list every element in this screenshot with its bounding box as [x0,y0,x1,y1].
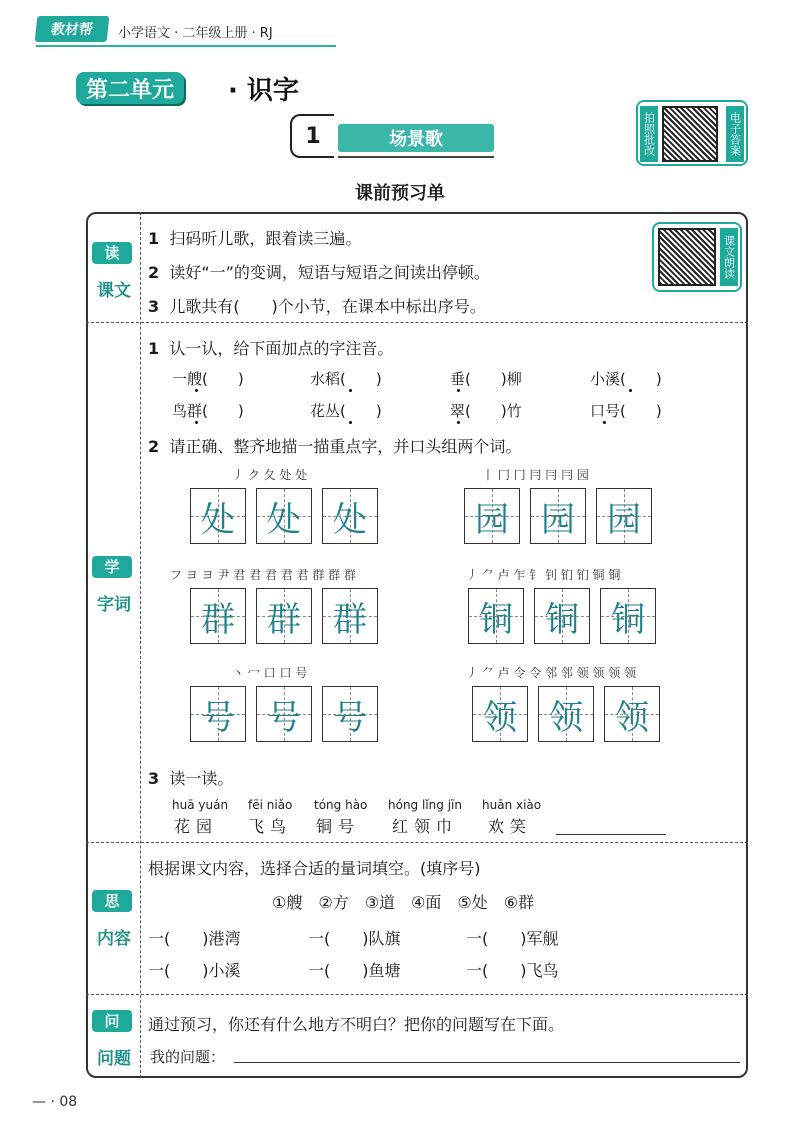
trace-char: 群 [267,599,301,640]
trace-char: 领 [483,697,517,738]
measure-word-options: ①艘 ②方 ③道 ④面 ⑤处 ⑥群 [272,893,535,912]
tracing-box[interactable] [596,488,652,544]
tracing-box[interactable] [322,588,378,644]
tracing-box[interactable] [322,686,378,742]
stroke-order: 丿 ク 夂 处 处 [232,468,308,482]
item-text: 认一认，给下面加点的字注音。 [169,339,394,358]
tracing-box[interactable] [256,588,312,644]
answer-line[interactable] [556,834,666,835]
trace-char: 群 [201,599,235,640]
section-icon-learn: 学 [92,556,132,578]
emphasis-dot [195,389,198,392]
lesson-number: 1 [290,114,334,158]
stroke-order: 丿 ⺈ 卢 乍 钅 钊 钔 钔 铜 铜 [466,568,621,582]
fill-blank-5[interactable]: 一( )鱼塘 [308,961,401,980]
word-pinyin: huān xiào [482,798,542,812]
read-item-3 [148,294,486,317]
tracing-box[interactable] [538,686,594,742]
stroke-order: 丨 冂 冂 冃 冃 冃 园 [482,468,589,482]
emphasis-dot [457,421,460,424]
qr-label-read-aloud: 课文朗读 [720,228,738,286]
stroke-order: 丿 ⺈ 卢 令 令 邻 邻 领 领 领 领 [466,666,637,680]
sheet-title: 课前预习单 [355,183,445,204]
read-item-2 [148,260,490,283]
table-column-divider [140,212,141,1078]
item-text: 儿歌共有( )个小节，在课本中标出序号。 [169,297,486,316]
section-icon-ask: 问 [92,1010,132,1032]
tracing-box[interactable] [468,588,524,644]
word-pinyin: tóng hào [314,798,368,812]
trace-char: 领 [549,697,583,738]
trace-char: 群 [333,599,367,640]
fill-blank-3[interactable]: 一( )军舰 [466,929,559,948]
pinyin-blank-7[interactable]: 翠( )竹 [450,402,522,420]
qr-code-icon[interactable] [662,106,718,162]
word-hanzi: 铜号 [316,817,361,836]
item-text: 扫码听儿歌，跟着读三遍。 [169,229,362,248]
row-divider-2 [86,842,748,843]
word-pinyin: fēi niǎo [248,798,293,812]
row-divider-3 [86,994,748,995]
pinyin-blank-5[interactable]: 鸟群( ) [172,402,244,420]
item-text: 读一读。 [169,769,234,788]
word-hanzi: 红领巾 [392,817,459,836]
qr-code-icon[interactable] [658,228,716,286]
trace-char: 铜 [611,599,645,640]
section-icon-read: 读 [92,242,132,264]
my-question-label: 我的问题： [150,1048,226,1066]
row-divider-1 [86,322,748,323]
emphasis-dot [629,389,632,392]
learn-q2 [148,434,521,457]
page-number-value: 08 [59,1094,78,1110]
qr-panel-read[interactable] [652,222,742,292]
tracing-box[interactable] [190,488,246,544]
section-icon-think: 思 [92,890,132,912]
trace-char: 处 [201,499,235,540]
emphasis-dot [457,389,460,392]
question-answer-line[interactable] [234,1062,740,1063]
lesson-title: 场景歌 [338,124,494,152]
item-number: 1 [148,339,160,358]
word-hanzi: 欢笑 [488,817,533,836]
learn-q3 [148,766,233,789]
emphasis-dot [603,421,606,424]
trace-char: 铜 [479,599,513,640]
unit-title: · 识字 [228,76,299,106]
item-text: 读好“一”的变调，短语与短语之间读出停顿。 [169,263,490,282]
fill-blank-4[interactable]: 一( )小溪 [148,961,241,980]
fill-blank-1[interactable]: 一( )港湾 [148,929,241,948]
tracing-box[interactable] [534,588,590,644]
brand-tag: 教材帮 [35,16,110,42]
qr-label-answers: 电子答案 [726,106,744,162]
unit-badge: 第二单元 [76,72,184,104]
item-number: 1 [148,229,160,248]
stroke-order: フ ヨ ヨ 尹 君 君 君 君 君 群 群 群 [170,568,356,582]
stroke-order: 丶 冖 口 口 号 [232,666,308,680]
pinyin-blank-2[interactable]: 水稻( ) [310,370,382,388]
item-number: 3 [148,769,160,788]
section-label-ask: 问题 [97,1049,131,1069]
think-instruction: 根据课文内容，选择合适的量词填空。(填序号) [148,859,481,878]
section-label-think: 内容 [97,929,131,949]
qr-label-grading: 拍照批改 [640,106,658,162]
tracing-box[interactable] [256,686,312,742]
tracing-box[interactable] [190,686,246,742]
trace-char: 处 [333,499,367,540]
fill-blank-2[interactable]: 一( )队旗 [308,929,401,948]
trace-char: 铜 [545,599,579,640]
pinyin-blank-1[interactable]: 一艘( ) [172,370,244,388]
tracing-box[interactable] [322,488,378,544]
trace-char: 处 [267,499,301,540]
word-pinyin: hóng lǐng jīn [388,798,462,812]
pinyin-blank-3[interactable]: 垂( )柳 [450,370,522,388]
fill-blank-6[interactable]: 一( )飞鸟 [466,961,559,980]
tracing-box[interactable] [464,488,520,544]
item-text: 请正确、整齐地描一描重点字，并口头组两个词。 [169,437,522,456]
word-pinyin: huā yuán [172,798,229,812]
qr-panel-top[interactable] [636,100,748,166]
trace-char: 园 [607,499,641,540]
section-label-read: 课文 [97,281,131,301]
tracing-box[interactable] [256,488,312,544]
word-hanzi: 花园 [174,817,219,836]
item-number: 2 [148,263,160,282]
tracing-box[interactable] [472,686,528,742]
pinyin-blank-8[interactable]: 口号( ) [590,402,662,420]
trace-char: 园 [541,499,575,540]
tracing-box[interactable] [604,686,660,742]
tracing-box[interactable] [190,588,246,644]
tracing-box[interactable] [530,488,586,544]
tracing-box[interactable] [600,588,656,644]
trace-char: 园 [475,499,509,540]
emphasis-dot [195,421,198,424]
item-number: 3 [148,297,160,316]
header-divider [36,45,336,47]
emphasis-dot [349,421,352,424]
trace-char: 号 [201,697,235,738]
lesson-underline [338,156,494,158]
emphasis-dot [349,389,352,392]
page-number: — · 08 [32,1094,78,1110]
trace-char: 号 [333,697,367,738]
book-subtitle: 小学语文 · 二年级上册 · RJ [118,26,273,41]
pinyin-blank-4[interactable]: 小溪( ) [590,370,662,388]
read-item-1 [148,226,361,249]
section-label-learn: 字词 [97,595,131,615]
trace-char: 号 [267,697,301,738]
learn-q1 [148,336,393,359]
item-number: 2 [148,437,160,456]
pinyin-blank-6[interactable]: 花丛( ) [310,402,382,420]
trace-char: 领 [615,697,649,738]
word-hanzi: 飞鸟 [248,817,293,836]
ask-prompt: 通过预习，你还有什么地方不明白？把你的问题写在下面。 [148,1015,565,1034]
